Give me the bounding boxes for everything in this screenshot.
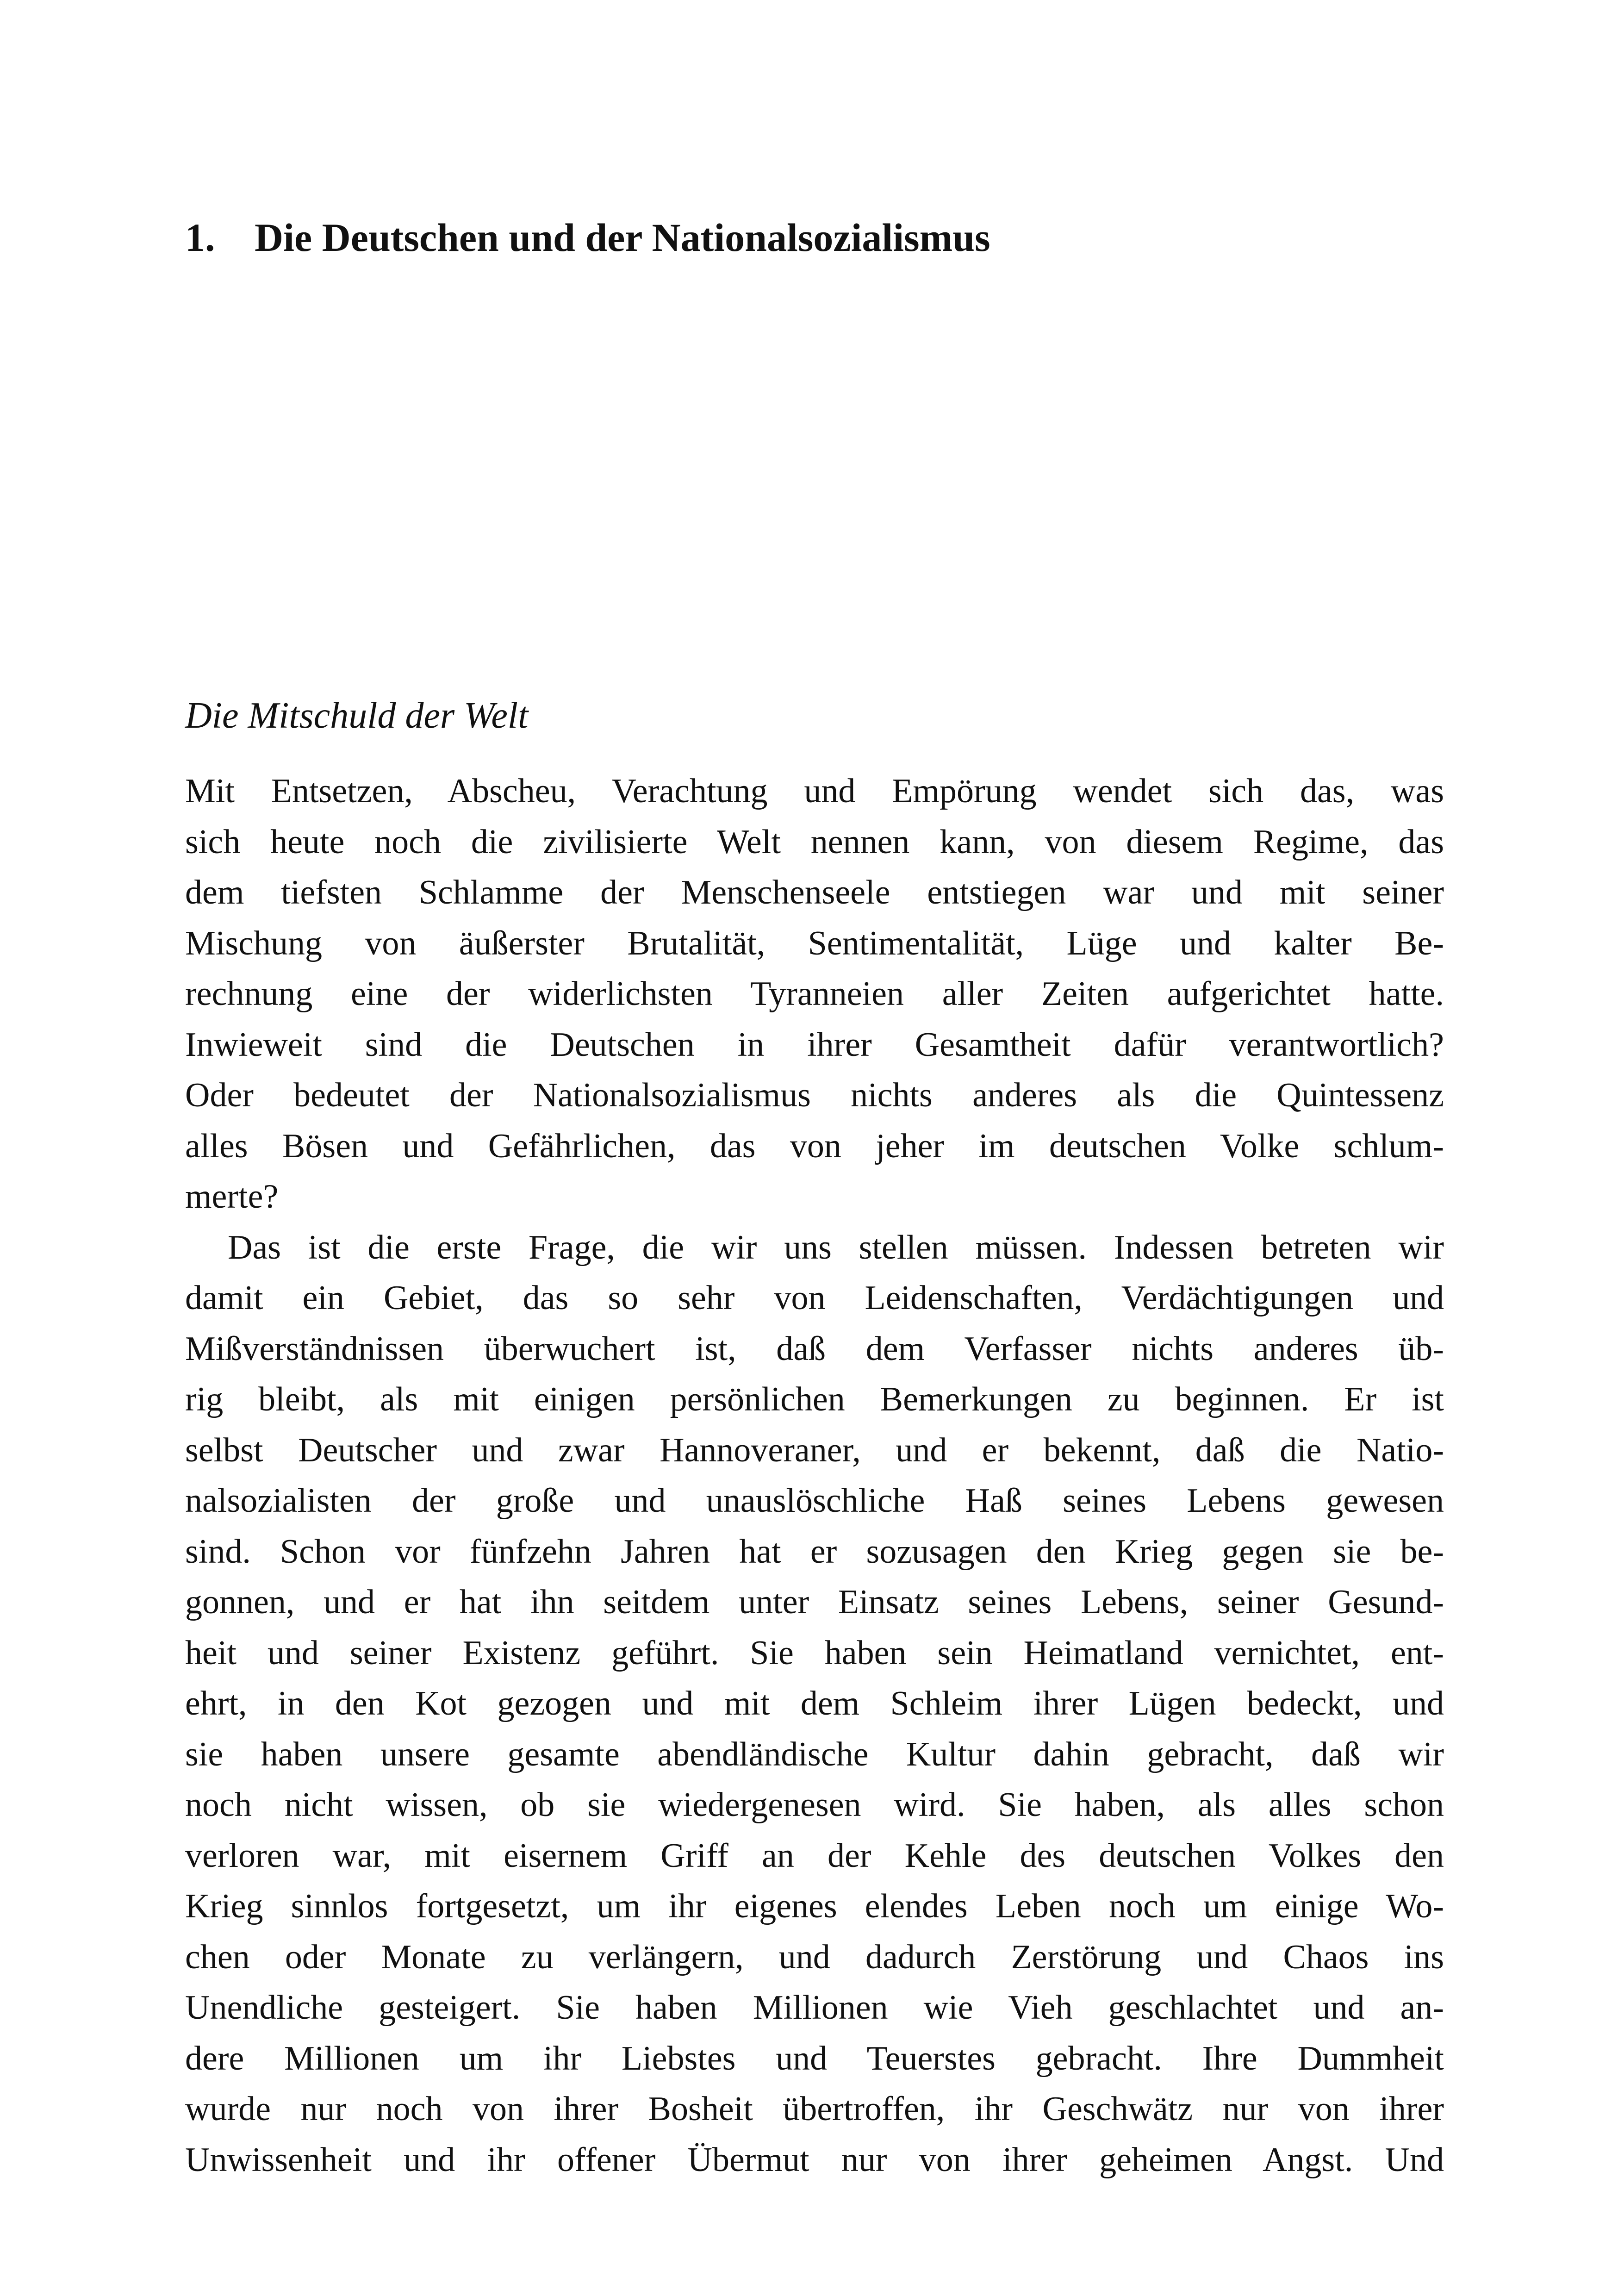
- paragraph-2: [185, 1223, 1444, 2186]
- text-line: alles Bösen und Gefährlichen, das von jeher im deutschen Volke schlum-: [185, 1127, 1444, 1165]
- section-heading: Die Mitschuld der Welt: [185, 695, 529, 736]
- text-line: Unendliche gesteigert. Sie haben Millionen wie Vieh geschlachtet und an-: [185, 1989, 1444, 2027]
- text-line: Unwissenheit und ihr offener Übermut nur von ihrer geheimen Angst. Und: [185, 2140, 1444, 2179]
- text-line: merte?: [185, 1178, 279, 1216]
- text-line: chen oder Monate zu verlängern, und dadurch Zerstörung und Chaos ins: [185, 1938, 1444, 1976]
- text-line: Das ist die erste Frage, die wir uns stellen müssen. Indessen betreten wir: [228, 1228, 1444, 1267]
- text-line: rig bleibt, als mit einigen persönlichen Bemerkungen zu beginnen. Er ist: [185, 1380, 1444, 1418]
- text-line: dem tiefsten Schlamme der Menschenseele entstiegen war und mit seiner: [185, 873, 1444, 911]
- text-line: sind. Schon vor fünfzehn Jahren hat er sozusagen den Krieg gegen sie be-: [185, 1532, 1444, 1571]
- text-line: noch nicht wissen, ob sie wiedergenesen wird. Sie haben, als alles schon: [185, 1786, 1444, 1824]
- text-line: nalsozialisten der große und unauslöschliche Haß seines Lebens gewesen: [185, 1482, 1444, 1520]
- text-line: Mißverständnissen überwuchert ist, daß dem Verfasser nichts anderes üb-: [185, 1329, 1444, 1368]
- chapter-number: 1.: [185, 215, 215, 260]
- text-line: damit ein Gebiet, das so sehr von Leidenschaften, Verdächtigungen und: [185, 1279, 1444, 1317]
- text-line: Mit Entsetzen, Abscheu, Verachtung und Empörung wendet sich das, was: [185, 772, 1444, 810]
- chapter-heading: [185, 214, 1444, 262]
- text-line: Mischung von äußerster Brutalität, Sentimentalität, Lüge und kalter Be-: [185, 924, 1444, 962]
- text-line: verloren war, mit eisernem Griff an der Kehle des deutschen Volkes den: [185, 1836, 1444, 1875]
- text-line: gonnen, und er hat ihn seitdem unter Einsatz seines Lebens, seiner Gesund-: [185, 1583, 1444, 1621]
- text-line: rechnung eine der widerlichsten Tyranneien aller Zeiten aufgerichtet hatte.: [185, 975, 1444, 1013]
- text-line: sie haben unsere gesamte abendländische Kultur dahin gebracht, daß wir: [185, 1735, 1444, 1773]
- text-line: Oder bedeutet der Nationalsozialismus nichts anderes als die Quintessenz: [185, 1076, 1444, 1114]
- text-line: wurde nur noch von ihrer Bosheit übertroffen, ihr Geschwätz nur von ihrer: [185, 2090, 1444, 2128]
- text-line: dere Millionen um ihr Liebstes und Teuerstes gebracht. Ihre Dummheit: [185, 2039, 1444, 2078]
- text-line: Inwieweit sind die Deutschen in ihrer Gesamtheit dafür verantwortlich?: [185, 1025, 1444, 1064]
- chapter-title: Die Deutschen und der Nationalsozialismus: [255, 215, 990, 260]
- body-text: [185, 766, 1444, 2185]
- paragraph-1: [185, 766, 1444, 1223]
- text-line: selbst Deutscher und zwar Hannoveraner, und er bekennt, daß die Natio-: [185, 1431, 1444, 1469]
- text-line: ehrt, in den Kot gezogen und mit dem Schleim ihrer Lügen bedeckt, und: [185, 1685, 1444, 1722]
- text-line: heit und seiner Existenz geführt. Sie haben sein Heimatland vernichtet, ent-: [185, 1634, 1444, 1672]
- text-line: sich heute noch die zivilisierte Welt nennen kann, von diesem Regime, das: [185, 823, 1444, 861]
- text-line: Krieg sinnlos fortgesetzt, um ihr eigenes elendes Leben noch um einige Wo-: [185, 1887, 1444, 1925]
